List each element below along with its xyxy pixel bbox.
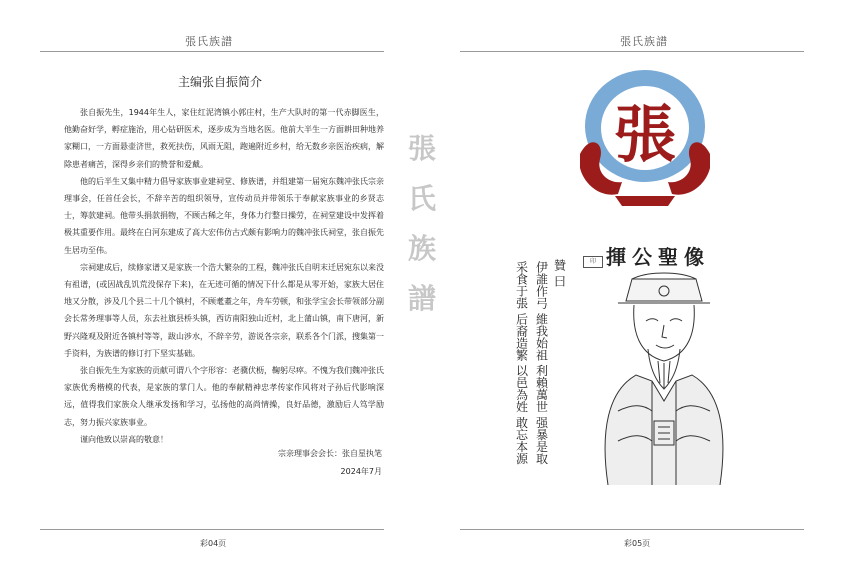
- footer-rule: [40, 529, 384, 530]
- praise-column: 采食于張 后裔造繁 以邑為姓 敢忘本源: [514, 261, 529, 465]
- praise-heading: 贊 曰: [552, 259, 567, 287]
- praise-column: 伊誰作弓 維我始祖 利賴萬世 强暴是取: [534, 261, 549, 465]
- page-number: 彩04页: [200, 539, 227, 548]
- paragraph: 张自振先生，1944年生人，家住红泥湾镇小郭庄村，生产大队时的第一代赤脚医生，他勤奋好学，孵症施治，用心钻研医术，逐步成为当地名医。他前大半生一方面耕田种地养家糊口，一方面悬壶济世，救死扶伤，风雨无阻，跑遍附近乡村，给无数乡亲医治疾病，解除患者痛苦，深得乡亲们的赞誉和爱戴。: [64, 108, 384, 169]
- paragraph: 宗祠建成后，续修家谱又是家族一个浩大繁杂的工程，魏冲张氏自明末迁居宛东以来没有祖谱，(或因战乱饥荒没保存下来)，在无迹可循的情况下什么都是从零开始，家族大居住地又分散，涉及几个县二十几个镇村，不顾耄耋之年，舟车劳顿，和张学宝会长带领部分副会长常务理事等人员，东去社旗县桥头镇，西访南阳独山近村，北上蒲山镇，南下唐河，新野兴隆观及附近各镇村等等，跋山涉水，不辞辛劳，游说各宗亲，联系各个门派，搜集第一手资料，为族谱的修订打下坚实基础。: [64, 262, 384, 358]
- page-number: 彩05页: [624, 539, 651, 548]
- running-title: 張氏族譜: [620, 35, 668, 48]
- clan-logo: [570, 64, 720, 224]
- date: 2024年7月: [340, 467, 382, 476]
- side-title-char: 族: [407, 232, 436, 265]
- ancestor-portrait-panel: [510, 237, 753, 487]
- paragraph: 谨向他致以崇高的敬意！: [80, 434, 168, 444]
- portrait-title: 揮公聖像: [606, 245, 710, 269]
- side-title-char: 氏: [407, 182, 436, 215]
- paragraph: 张自振先生为家族的贡献可谓八个字形容：老骥伏枥，鞠躬尽瘁。不愧为我们魏冲张氏家族优秀楷模的代表，是家族的掌门人。他的奉献精神忠孝传家作风将对子孙后代影响深远，值得我们家族众人继承发扬和学习，弘扬他的高尚情操，良好品德，激励后人笃学励志，努力振兴家族事业。: [64, 366, 384, 427]
- side-title-char: 譜: [407, 282, 436, 315]
- article-body: [64, 104, 384, 448]
- seal-stamp: 印: [583, 256, 603, 268]
- paragraph: 他的后半生又集中精力倡导家族事业建祠堂、修族谱，并组建第一届宛东魏冲张氏宗亲理事会，任首任会长，不辞辛苦的组织领导，宣传动员并带领乐于奉献家族事业的乡贤志士，筹款建祠。他带头捐款捐物，不顾古稀之年，身体力行整日操劳，在祠堂建设中发挥着极其重要作用。最终在白河东建成了高大宏伟仿古式颇有影响力的魏冲张氏祠堂，张自振先生居功至伟。: [64, 176, 384, 255]
- logo-glyph: 張: [613, 98, 677, 171]
- logo-base: [615, 196, 675, 206]
- ancestor-figure: [578, 271, 750, 485]
- article-title: 主编张自振简介: [177, 75, 262, 89]
- left-page: [0, 0, 420, 561]
- side-title-char: 張: [407, 132, 436, 165]
- header-rule: [460, 51, 804, 52]
- right-page: [420, 0, 841, 561]
- signature: 宗亲理事会会长：张自星执笔: [278, 449, 382, 458]
- footer-rule: [460, 529, 804, 530]
- running-title: 張氏族譜: [185, 35, 233, 48]
- header-rule: [40, 51, 384, 52]
